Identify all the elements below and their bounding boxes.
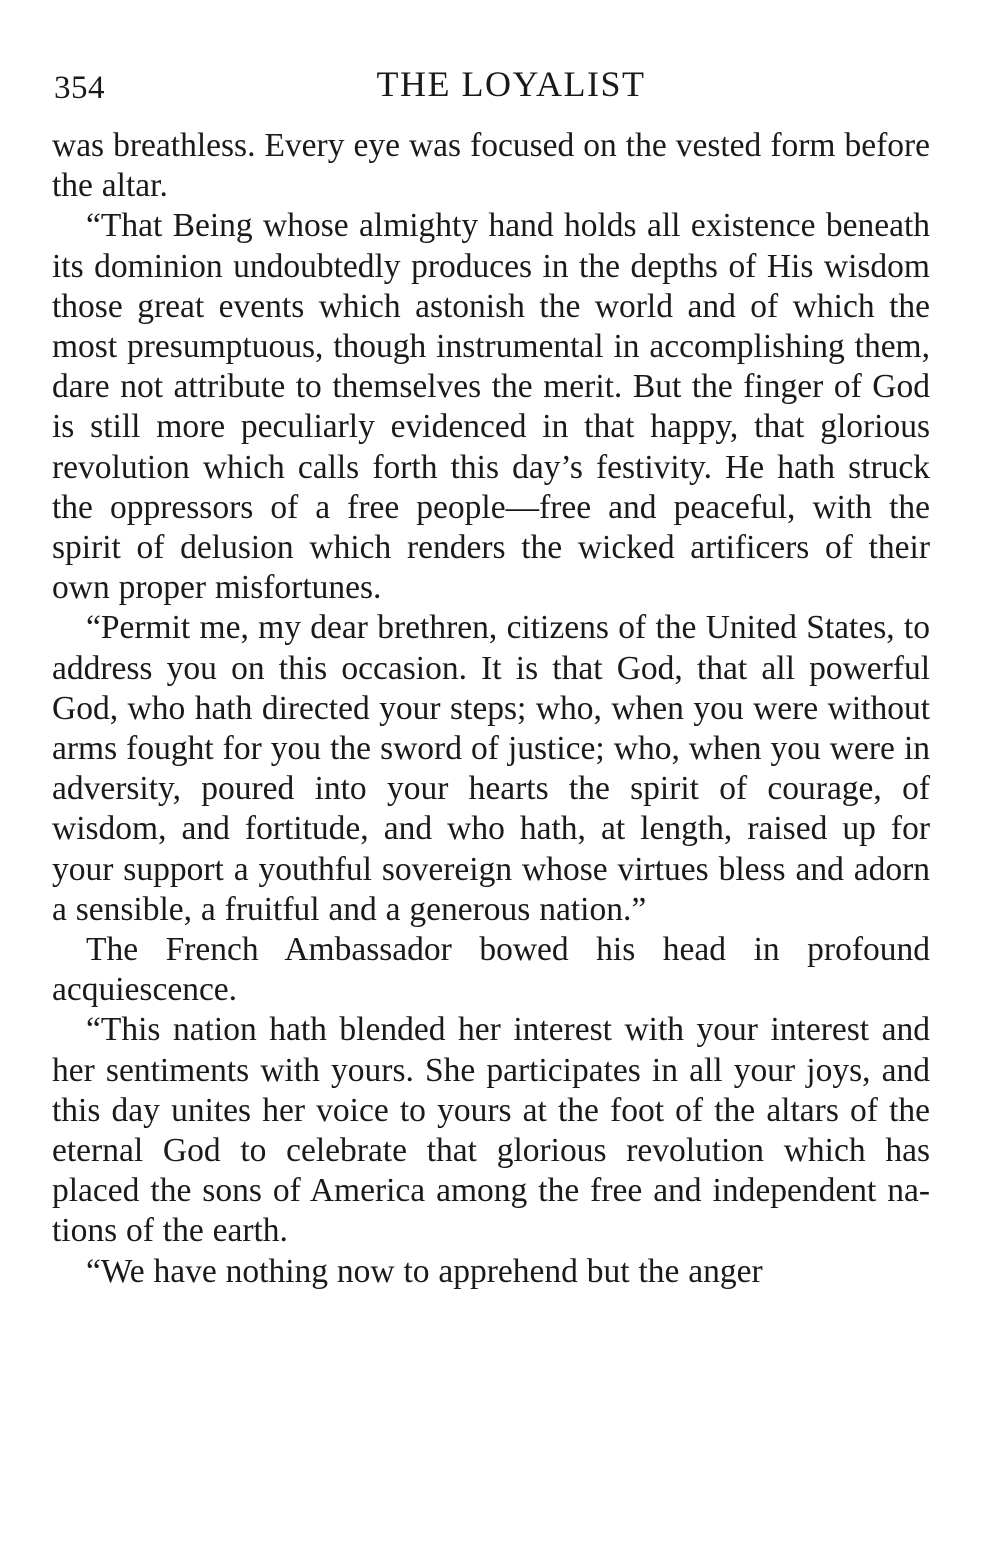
body-text xyxy=(52,126,930,1292)
paragraph-nation-blended: “This nation hath blended her interest with your interest and her sentiments with yours. She participates in all your joys, and this day unites her voice to yours at the foot of the altars of the eternal God to celebrate that glorious revolution which has placed the sons of America among the free and independent nations of the earth. xyxy=(52,1011,930,1250)
paragraph-address-to-citizens: “Permit me, my dear brethren, citizens of the United States, to address you on this occasion. It is that God, that all powerful God, who hath directed your steps; who, when you were without arms fought for you the sword of justice; who, when you were in adversity, poured into your hearts the spirit of courage, of wisdom, and fortitude, and who hath, at length, raised up for your support a youthful sovereign whose virtues bless and adorn a sensible, a fruitful and a generous nation.” xyxy=(52,609,930,928)
running-title: THE LOYALIST xyxy=(376,64,646,104)
paragraph-continuation: was breathless. Every eye was focused on the vested form before the altar. xyxy=(52,127,930,205)
paragraph-ambassador-bows: The French Ambassador bowed his head in profound acquiescence. xyxy=(52,931,930,1009)
paragraph-final-line: “We have nothing now to apprehend but the anger xyxy=(86,1252,763,1290)
book-page xyxy=(52,0,930,1560)
page-number: 354 xyxy=(54,70,105,106)
paragraph-sermon-opening: “That Being whose almighty hand holds all existence beneath its dominion undoubtedly produces in the depths of His wisdom those great events which astonish the world and of which the most presumptuous, though instrumental in accomplishing them, dare not attribute to themselves the merit. But the finger of God is still more peculiarly evidenced in that happy, that glorious revolution which calls forth this day’s festivity. He hath struck the oppressors of a free people—free and peaceful, with the spirit of delusion which renders the wicked artificers of their own proper misfortunes. xyxy=(52,207,930,607)
running-head xyxy=(52,58,930,108)
